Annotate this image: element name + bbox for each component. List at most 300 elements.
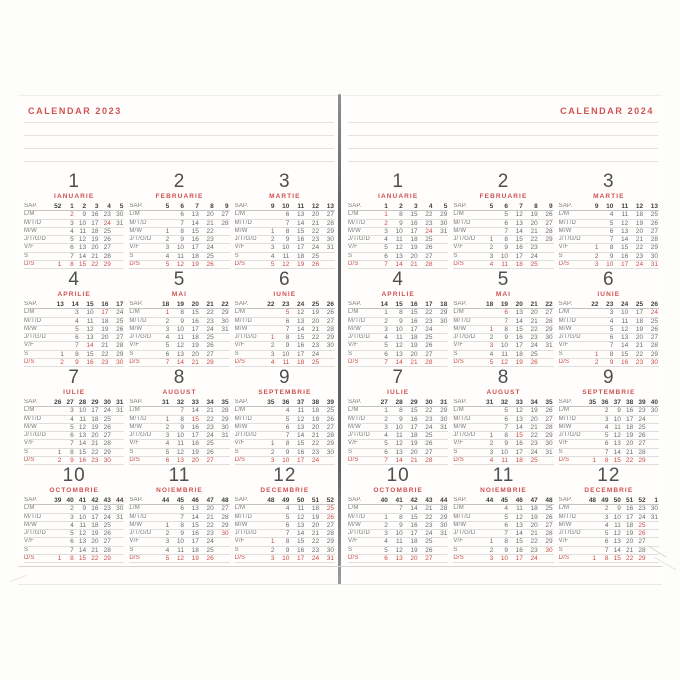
day-cell: 1: [479, 325, 494, 333]
day-row-label: S: [453, 448, 479, 456]
day-row-label: M/T/D: [348, 317, 374, 325]
day-cell: 11: [389, 432, 404, 440]
day-cell: [585, 423, 597, 431]
day-cell: 1: [261, 538, 276, 546]
day-cell: 24: [524, 448, 539, 456]
day-cell: 26: [200, 261, 215, 269]
day-cell: 16: [509, 244, 524, 252]
day-cell: 7: [374, 457, 389, 465]
day-row-label: S: [348, 350, 374, 358]
day-cell: 8: [62, 261, 74, 269]
day-cell: 19: [95, 325, 110, 333]
week-number-cell: 22: [539, 301, 554, 309]
day-cell: 18: [404, 538, 419, 546]
day-cell: 5: [374, 244, 389, 252]
day-row-label: S: [235, 546, 261, 554]
day-cell: 2: [479, 244, 494, 252]
day-cell: 17: [185, 244, 200, 252]
day-cell: 3: [155, 432, 170, 440]
day-cell: [585, 334, 600, 342]
day-row-label: S: [559, 350, 585, 358]
day-cell: 30: [215, 530, 230, 538]
day-cell: 20: [185, 350, 200, 358]
day-row-label: J/T/G/D: [235, 530, 261, 538]
day-row-label: L/M: [129, 505, 155, 513]
day-cell: 26: [200, 555, 215, 563]
day-cell: 19: [305, 309, 320, 317]
week-number-cell: 24: [614, 301, 629, 309]
day-row-label: M/W: [559, 423, 585, 431]
week-label: SĂP.: [453, 203, 479, 211]
day-cell: [112, 244, 124, 252]
day-cell: 29: [215, 309, 230, 317]
note-line: [24, 122, 334, 123]
day-row: [559, 457, 659, 465]
day-row-label: S: [453, 350, 479, 358]
week-number-cell: 52: [50, 203, 62, 211]
month-septembrie: [235, 368, 335, 464]
day-cell: 12: [389, 342, 404, 350]
day-row-label: V/F: [453, 342, 479, 350]
month-table: [559, 497, 659, 563]
day-cell: 15: [609, 457, 621, 465]
day-cell: [215, 252, 230, 260]
day-cell: 27: [419, 555, 434, 563]
day-cell: 10: [614, 309, 629, 317]
day-cell: 5: [374, 342, 389, 350]
day-row: [559, 432, 659, 440]
day-row: [348, 440, 448, 448]
day-row-label: L/M: [348, 309, 374, 317]
day-cell: 31: [539, 342, 554, 350]
day-cell: 16: [290, 342, 305, 350]
month-number: 7: [68, 367, 80, 388]
month-number: 5: [497, 269, 510, 290]
day-row: [559, 521, 659, 529]
day-cell: [215, 227, 230, 235]
day-row: [348, 342, 448, 350]
note-line: [348, 135, 658, 136]
day-cell: 10: [276, 244, 291, 252]
day-cell: 4: [374, 236, 389, 244]
day-cell: 10: [389, 227, 404, 235]
day-cell: 6: [65, 334, 80, 342]
day-cell: 8: [597, 555, 609, 563]
day-cell: 20: [305, 317, 320, 325]
week-number-cell: 51: [622, 497, 634, 505]
week-number-cell: 44: [112, 497, 124, 505]
week-number-cell: 44: [433, 497, 448, 505]
day-cell: [215, 350, 230, 358]
day-row-label: L/M: [453, 211, 479, 219]
day-cell: 16: [185, 423, 200, 431]
day-cell: 9: [389, 415, 404, 423]
day-row-label: J/T/G/D: [559, 236, 585, 244]
day-cell: 8: [276, 334, 291, 342]
day-row-label: M/W: [348, 325, 374, 333]
day-cell: 11: [494, 457, 509, 465]
day-cell: [479, 219, 494, 227]
week-label: SĂP.: [453, 497, 479, 505]
day-cell: 14: [75, 440, 87, 448]
day-cell: 5: [600, 219, 615, 227]
month-name: FEBRUARIE: [479, 193, 528, 200]
week-number-cell: 41: [75, 497, 87, 505]
day-row: [453, 219, 553, 227]
week-number-cell: 11: [614, 203, 629, 211]
day-cell: 17: [87, 219, 99, 227]
day-row: [559, 211, 659, 219]
day-cell: 9: [170, 317, 185, 325]
day-cell: 17: [95, 309, 110, 317]
day-cell: 1: [155, 227, 170, 235]
day-cell: 25: [634, 423, 646, 431]
month-noiembrie: [453, 466, 553, 562]
day-row-label: V/F: [453, 244, 479, 252]
week-number-cell: 7: [509, 203, 524, 211]
day-cell: [261, 407, 276, 415]
day-cell: 12: [609, 432, 621, 440]
day-cell: 1: [374, 309, 389, 317]
day-cell: 30: [320, 236, 335, 244]
month-number: 10: [386, 465, 410, 486]
day-cell: [261, 317, 276, 325]
day-cell: [479, 309, 494, 317]
day-row: [559, 342, 659, 350]
day-cell: 31: [433, 227, 448, 235]
week-number-cell: 40: [647, 399, 659, 407]
month-decembrie: [559, 466, 659, 562]
day-row-label: J/T/G/D: [453, 432, 479, 440]
week-number-cell: 38: [305, 399, 320, 407]
day-row-label: M/T/D: [559, 317, 585, 325]
day-cell: 24: [305, 244, 320, 252]
month-name: MAI: [171, 291, 188, 298]
week-number-cell: 31: [433, 399, 448, 407]
day-cell: 3: [374, 530, 389, 538]
day-cell: [585, 440, 597, 448]
day-cell: 29: [320, 538, 335, 546]
day-cell: 25: [100, 227, 112, 235]
week-number-cell: 5: [479, 203, 494, 211]
day-cell: [539, 350, 554, 358]
day-cell: 14: [509, 423, 524, 431]
day-cell: [261, 415, 276, 423]
day-cell: 23: [524, 244, 539, 252]
month-number: 7: [392, 367, 404, 388]
day-row: [348, 317, 448, 325]
day-row: [453, 415, 553, 423]
day-row: [453, 227, 553, 235]
day-row: [24, 505, 124, 513]
day-cell: 23: [524, 440, 539, 448]
day-row: [129, 342, 229, 350]
day-cell: 27: [100, 432, 112, 440]
day-cell: 28: [200, 359, 215, 367]
week-number-cell: 37: [290, 399, 305, 407]
day-cell: 16: [614, 359, 629, 367]
day-row-label: M/W: [453, 227, 479, 235]
day-cell: [479, 211, 494, 219]
week-number-cell: 25: [305, 301, 320, 309]
month-noiembrie: [129, 466, 229, 562]
day-cell: 1: [50, 555, 62, 563]
day-cell: 5: [374, 440, 389, 448]
day-cell: [433, 538, 448, 546]
day-cell: 7: [494, 530, 509, 538]
day-cell: 18: [629, 211, 644, 219]
day-cell: [585, 546, 597, 554]
day-cell: 20: [404, 350, 419, 358]
day-cell: [433, 555, 448, 563]
day-row: [559, 538, 659, 546]
day-cell: 15: [185, 227, 200, 235]
week-label: SĂP.: [235, 497, 261, 505]
day-row: [559, 546, 659, 554]
month-aprilie: [348, 270, 448, 366]
week-number-cell: 8: [524, 203, 539, 211]
day-cell: [320, 350, 335, 358]
day-row-label: M/T/D: [559, 415, 585, 423]
day-cell: 17: [290, 457, 305, 465]
day-cell: 27: [200, 457, 215, 465]
day-cell: 21: [87, 252, 99, 260]
day-cell: [479, 505, 494, 513]
day-cell: [215, 359, 230, 367]
week-number-cell: 3: [87, 203, 99, 211]
week-number-cell: 10: [276, 203, 291, 211]
day-row-label: M/T/D: [24, 513, 50, 521]
day-cell: 5: [494, 407, 509, 415]
day-row: [235, 244, 335, 252]
day-cell: 1: [155, 415, 170, 423]
day-cell: 26: [634, 432, 646, 440]
day-cell: [320, 252, 335, 260]
day-cell: [112, 538, 124, 546]
day-cell: 3: [155, 325, 170, 333]
day-cell: [50, 440, 62, 448]
day-cell: [261, 505, 276, 513]
day-cell: 19: [185, 448, 200, 456]
day-cell: 11: [75, 521, 87, 529]
day-cell: 3: [155, 538, 170, 546]
day-cell: [261, 309, 276, 317]
day-cell: 7: [62, 252, 74, 260]
day-row: [235, 359, 335, 367]
day-cell: [50, 309, 65, 317]
day-row: [24, 432, 124, 440]
day-cell: [155, 211, 170, 219]
day-cell: 26: [320, 415, 335, 423]
day-row-label: M/W: [348, 227, 374, 235]
week-number-cell: 26: [320, 301, 335, 309]
day-cell: 14: [80, 342, 95, 350]
day-row: [235, 423, 335, 431]
day-cell: [647, 432, 659, 440]
month-name: MAI: [495, 291, 512, 298]
day-cell: 26: [320, 513, 335, 521]
week-number-cell: 34: [524, 399, 539, 407]
week-number-cell: 30: [419, 399, 434, 407]
day-cell: 15: [509, 538, 524, 546]
day-row: [24, 334, 124, 342]
day-cell: 18: [404, 432, 419, 440]
week-number-cell: 16: [95, 301, 110, 309]
day-cell: 3: [585, 261, 600, 269]
week-label: SĂP.: [24, 399, 50, 407]
week-label: SĂP.: [129, 203, 155, 211]
month-name: OCTOMBRIE: [373, 487, 423, 494]
day-row: [235, 415, 335, 423]
day-cell: 27: [320, 211, 335, 219]
day-cell: 24: [109, 309, 124, 317]
week-number-cell: 39: [634, 399, 646, 407]
day-row: [24, 457, 124, 465]
day-row-label: M/T/D: [235, 219, 261, 227]
month-name: IUNIE: [597, 291, 621, 298]
day-cell: 30: [320, 342, 335, 350]
day-cell: 15: [185, 521, 200, 529]
day-row: [453, 546, 553, 554]
day-cell: 7: [155, 359, 170, 367]
month-table: [129, 203, 229, 269]
day-row: [235, 211, 335, 219]
day-row: [235, 538, 335, 546]
week-label: SĂP.: [453, 301, 479, 309]
day-cell: 12: [614, 219, 629, 227]
day-cell: 4: [65, 317, 80, 325]
day-cell: 22: [524, 236, 539, 244]
day-cell: 6: [62, 432, 74, 440]
day-cell: 1: [585, 457, 597, 465]
month-number: 3: [279, 171, 291, 192]
day-cell: 27: [539, 415, 554, 423]
day-row-label: S: [453, 252, 479, 260]
week-label: SĂP.: [235, 399, 261, 407]
day-cell: 16: [87, 211, 99, 219]
day-cell: 28: [539, 423, 554, 431]
day-cell: 28: [320, 325, 335, 333]
note-line: [24, 161, 334, 162]
day-cell: 30: [320, 546, 335, 554]
day-cell: 25: [419, 236, 434, 244]
day-cell: 18: [185, 252, 200, 260]
day-cell: 10: [80, 309, 95, 317]
day-cell: 15: [290, 334, 305, 342]
day-cell: 19: [404, 440, 419, 448]
day-cell: 24: [419, 227, 434, 235]
week-label: SĂP.: [453, 399, 479, 407]
month-table: [24, 399, 124, 465]
day-cell: 3: [65, 309, 80, 317]
day-row: [559, 415, 659, 423]
day-cell: 11: [276, 359, 291, 367]
day-row: [24, 342, 124, 350]
day-cell: 15: [185, 415, 200, 423]
day-row: [453, 457, 553, 465]
month-table: [129, 399, 229, 465]
day-cell: 15: [290, 440, 305, 448]
day-row: [348, 219, 448, 227]
day-row: [453, 317, 553, 325]
day-cell: 13: [509, 309, 524, 317]
week-number-cell: 20: [509, 301, 524, 309]
week-number-cell: 20: [185, 301, 200, 309]
day-cell: 9: [65, 359, 80, 367]
day-cell: 6: [494, 309, 509, 317]
day-cell: 14: [389, 457, 404, 465]
day-cell: 27: [539, 521, 554, 529]
day-row: [129, 538, 229, 546]
day-cell: 10: [170, 325, 185, 333]
day-cell: 9: [75, 505, 87, 513]
day-row-label: V/F: [24, 244, 50, 252]
month-number: 2: [173, 171, 186, 192]
day-cell: 31: [433, 530, 448, 538]
day-row: [453, 350, 553, 358]
note-line: [348, 148, 658, 149]
week-number-cell: 52: [320, 497, 335, 505]
day-cell: [479, 227, 494, 235]
month-iulie: [24, 368, 124, 464]
day-cell: 19: [185, 342, 200, 350]
day-cell: 7: [600, 236, 615, 244]
week-number-cell: 4: [419, 203, 434, 211]
day-cell: 23: [419, 317, 434, 325]
month-mai: [453, 270, 553, 366]
day-cell: 6: [494, 415, 509, 423]
day-cell: 20: [200, 505, 215, 513]
day-cell: 8: [170, 227, 185, 235]
day-cell: [50, 505, 62, 513]
day-row: [24, 350, 124, 358]
day-cell: 26: [644, 219, 659, 227]
day-row-label: S: [24, 252, 50, 260]
day-row: [559, 325, 659, 333]
week-number-cell: 42: [404, 497, 419, 505]
day-cell: [50, 236, 62, 244]
day-cell: 15: [80, 350, 95, 358]
day-cell: 22: [305, 227, 320, 235]
week-number-cell: 9: [539, 203, 554, 211]
day-cell: 23: [419, 415, 434, 423]
month-table: [24, 301, 124, 367]
day-cell: 3: [479, 252, 494, 260]
month-number: 12: [273, 465, 297, 486]
day-cell: 12: [170, 555, 185, 563]
week-number-cell: 8: [200, 203, 215, 211]
day-cell: 23: [305, 342, 320, 350]
page-calendar-2023: [18, 95, 338, 585]
day-row: [348, 538, 448, 546]
day-row: [348, 261, 448, 269]
day-cell: 6: [155, 457, 170, 465]
day-row-label: S: [129, 252, 155, 260]
month-septembrie: [559, 368, 659, 464]
day-cell: 6: [600, 227, 615, 235]
day-row-label: J/T/G/D: [235, 432, 261, 440]
day-cell: 15: [509, 432, 524, 440]
day-cell: 18: [524, 505, 539, 513]
day-cell: 28: [419, 359, 434, 367]
day-cell: 22: [200, 521, 215, 529]
week-label: SĂP.: [348, 497, 374, 505]
day-cell: 2: [155, 236, 170, 244]
page-title-2023: CALENDAR 2023: [28, 106, 122, 116]
week-number-cell: 39: [320, 399, 335, 407]
day-cell: 5: [155, 555, 170, 563]
day-cell: 25: [200, 252, 215, 260]
